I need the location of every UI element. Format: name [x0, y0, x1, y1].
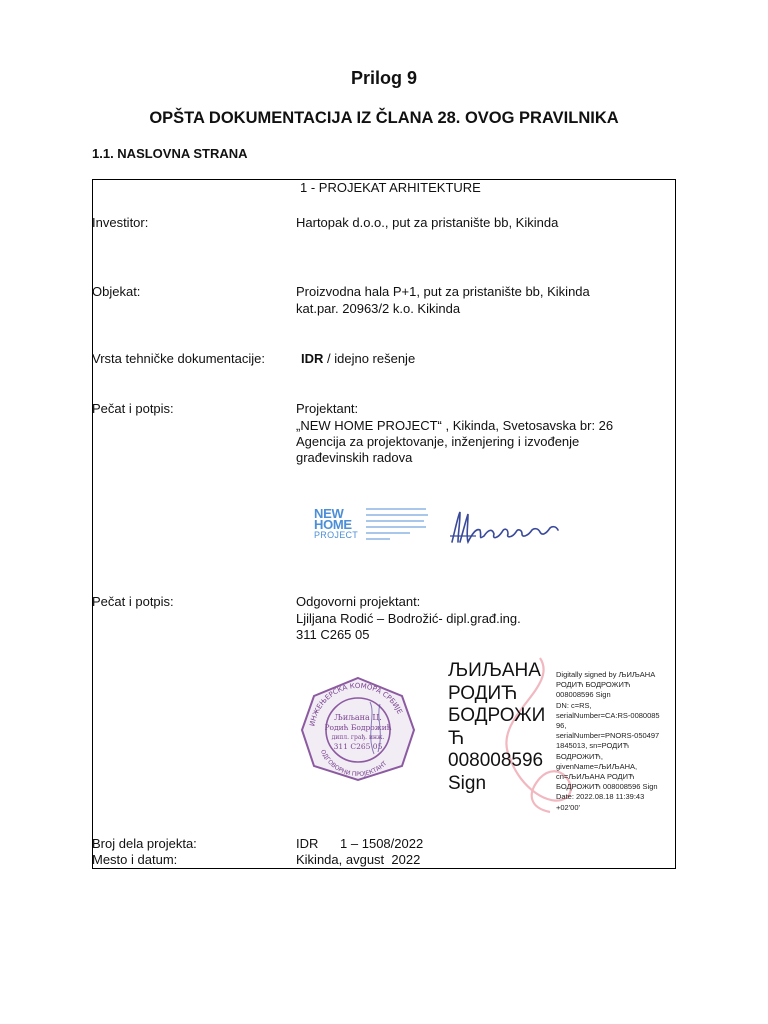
sig-detail-line: БОДРОЖИЋ, — [556, 751, 603, 761]
investitor-label: Investitor: — [92, 215, 149, 230]
sig-detail-line: serialNumber=PNORS-050497 — [556, 731, 660, 741]
prilog-heading: Prilog 9 — [350, 68, 417, 88]
sig-big-line: 008008596 — [448, 750, 544, 771]
company-logo — [314, 508, 358, 541]
logo-word-home: HOME — [314, 517, 352, 532]
sig-detail-line: 1845013, sn=РОДИЋ — [556, 741, 630, 751]
stamp-ring-bottom-text: ОДГОВОРНИ ПРОЈЕКТАНТ — [318, 748, 389, 779]
odgovorni-label: Odgovorni projektant: — [296, 594, 421, 609]
broj-label: Broj dela projekta: — [92, 836, 197, 851]
digital-signature-name — [448, 660, 545, 795]
sig-detail-line: 008008596 Sign — [556, 690, 611, 700]
mesto-value: Kikinda, avgust 2022 — [296, 852, 421, 867]
logo-word-project: PROJECT — [314, 530, 359, 540]
sig-detail-line: +02'00' — [556, 802, 580, 812]
sig-big-line: ЉИЉАНА — [448, 660, 541, 681]
projektant-line3: građevinskih radova — [296, 450, 413, 465]
sig-detail-line: 96, — [556, 721, 567, 731]
project-title: 1 - PROJEKAT ARHITEKTURE — [300, 180, 481, 195]
objekat-value-line1: Proizvodna hala P+1, put za pristanište bb, Kikinda — [296, 284, 590, 299]
stamp-text-lines — [366, 508, 432, 544]
pecat-label-1: Pečat i potpis: — [92, 401, 174, 416]
sig-detail-line: DN: c=RS, — [556, 700, 592, 710]
stamp-center-line1: Љиљана Ц. — [334, 713, 382, 722]
sig-detail-line: Digitally signed by ЉИЉАНА — [556, 670, 656, 679]
broj-value: IDR 1 – 1508/2022 — [296, 836, 424, 851]
stamp-center-line2: Родић Бодрожић — [324, 723, 392, 732]
odgovorni-license: 311 C265 05 — [296, 627, 370, 642]
engineering-chamber-stamp — [296, 674, 420, 784]
sig-detail-line: givenName=ЉИЉАНА, — [556, 761, 638, 771]
projektant-line2: Agencija za projektovanje, inženjering i izvođenje — [296, 434, 580, 449]
sig-detail-line: serialNumber=CA:RS-0080085 — [556, 710, 660, 720]
stamp-center-line4: 311 C265 05 — [333, 742, 383, 751]
stamp-ring-top-text: ИНЖЕЊЕРСКА КОМОРА СРБИЈЕ — [308, 681, 404, 727]
company-stamp — [308, 496, 436, 552]
sig-big-line: БОДРОЖИ — [448, 705, 546, 726]
sig-big-line: РОДИЋ — [448, 682, 518, 704]
logo-word-new: NEW — [314, 506, 344, 521]
document-title: OPŠTA DOKUMENTACIJA IZ ČLANA 28. OVOG PRAVILNIKA — [149, 109, 619, 127]
projektant-label: Projektant: — [296, 401, 359, 416]
sig-detail-line: cn=ЉИЉАНА РОДИЋ — [556, 772, 635, 782]
handwritten-signature-company — [446, 506, 566, 552]
digital-signature-details — [556, 670, 660, 813]
vrsta-code: IDR — [301, 351, 324, 366]
projektant-line1: „NEW HOME PROJECT“ , Kikinda, Svetosavska br: 26 — [296, 418, 614, 433]
vrsta-label: Vrsta tehničke dokumentacije: — [92, 351, 265, 366]
section-heading: 1.1. NASLOVNA STRANA — [92, 146, 248, 161]
sig-detail-line: БОДРОЖИЋ 008008596 Sign — [556, 782, 658, 792]
vrsta-rest: / idejno rešenje — [323, 351, 416, 366]
pecat-label-2: Pečat i potpis: — [92, 594, 174, 609]
stamp-center-line3: дипл. грађ. инж. — [331, 734, 385, 741]
objekat-value-line2: kat.par. 20963/2 k.o. Kikinda — [296, 301, 461, 316]
vrsta-value — [301, 351, 415, 367]
objekat-label: Objekat: — [92, 284, 141, 299]
mesto-label: Mesto i datum: — [92, 852, 178, 867]
sig-detail-line: РОДИЋ БОДРОЖИЋ — [556, 680, 631, 690]
investitor-value: Hartopak d.o.o., put za pristanište bb, Kikinda — [296, 215, 559, 230]
sig-big-line: Ћ — [448, 727, 465, 749]
sig-big-line: Sign — [448, 772, 487, 794]
odgovorni-name: Ljiljana Rodić – Bodrožić- dipl.građ.ing. — [296, 611, 521, 626]
sig-detail-line: Date: 2022.08.18 11:39:43 — [556, 792, 645, 802]
